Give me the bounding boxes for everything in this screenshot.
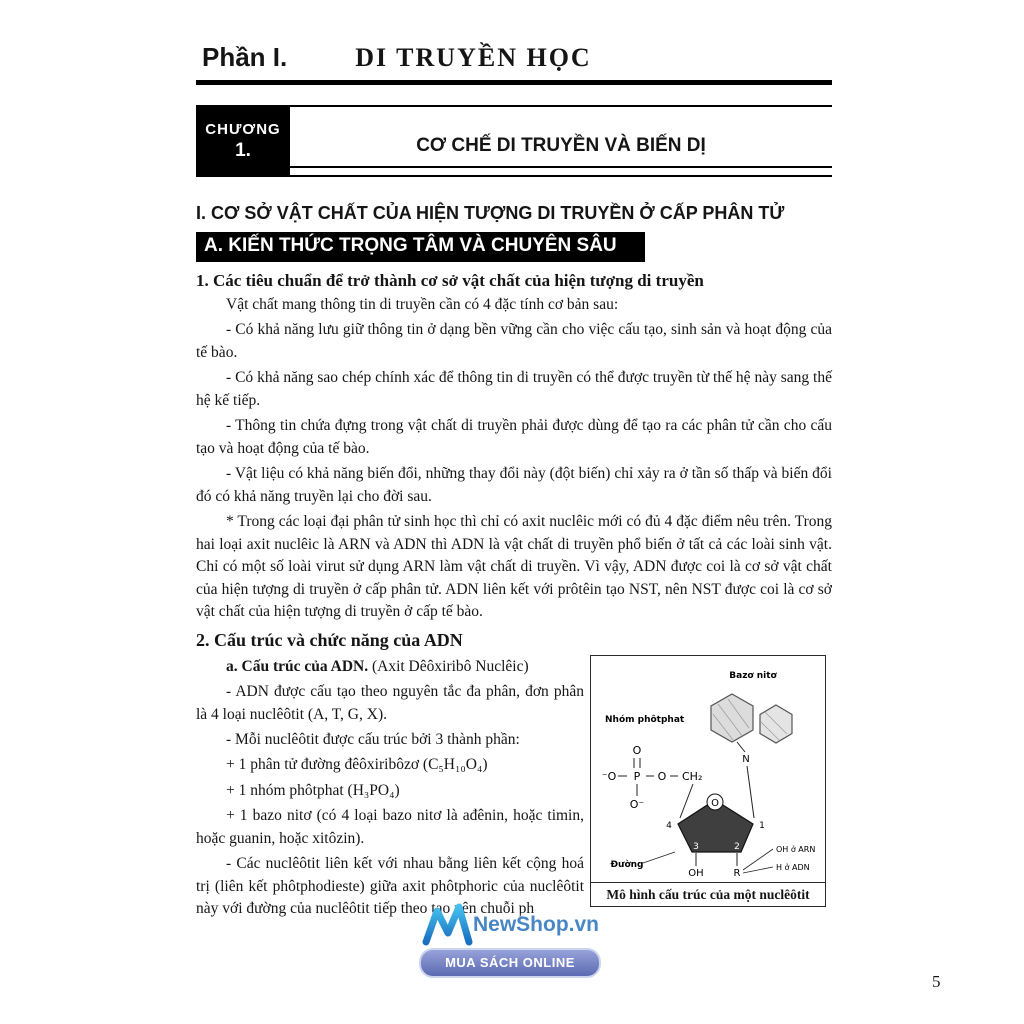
oxygen-mid: O bbox=[657, 769, 667, 783]
part-title: DI TRUYỀN HỌC bbox=[355, 43, 592, 72]
base-hexagon-large bbox=[711, 694, 753, 742]
paragraph: - Thông tin chứa đựng trong vật chất di truyền phải được dùng để tạo ra các phân tử cần cho cấu tạo và hoạt động của tế bào. bbox=[196, 417, 832, 457]
section-heading: I. CƠ SỞ VẬT CHẤT CỦA HIỆN TƯỢNG DI TRUYỀN Ở CẤP PHÂN TỬ bbox=[196, 203, 785, 223]
figure-canvas bbox=[591, 656, 825, 882]
sugar-oxygen: O bbox=[711, 797, 719, 809]
paragraph: - Có khả năng sao chép chính xác để thông tin di truyền có thể được truyền từ thế hệ này sang thế hệ kế tiếp. bbox=[196, 369, 832, 409]
paragraph: - ADN được cấu tạo theo nguyên tắc đa phân, đơn phân là 4 loại nuclêôtit (A, T, G, X). bbox=[196, 683, 584, 723]
nucleotide-figure bbox=[590, 655, 826, 907]
oxygen-left: ⁻O bbox=[601, 769, 617, 783]
r-group: R bbox=[733, 867, 741, 877]
nitrogen-atom: N bbox=[742, 753, 750, 765]
paragraph: - Các nuclêôtit liên kết với nhau bằng liên kết cộng hoá trị (liên kết phôtphodieste) giữa axit phôtphoric của nuclêôtit này với đường của nuclêôtit tiếp theo tạo nên chuỗi ph bbox=[196, 855, 584, 918]
chapter-number-box bbox=[196, 105, 290, 177]
watermark-row bbox=[398, 903, 622, 947]
chapter-word: CHƯƠNG bbox=[205, 120, 281, 138]
sub-a-rest: (Axit Dêôxiribô Nuclêic) bbox=[368, 657, 529, 675]
part-header bbox=[202, 42, 832, 73]
watermark-text: NewShop.vn bbox=[472, 913, 599, 936]
sugar-label: Đường bbox=[610, 859, 644, 870]
paragraph bbox=[196, 656, 584, 678]
figure-caption: Mô hình cấu trúc của một nuclêôtit bbox=[591, 882, 825, 908]
carbon-4: 4 bbox=[666, 820, 672, 831]
paragraph: - Vật liệu có khả năng biến đổi, những thay đổi này (đột biến) chỉ xảy ra ở tần số thấp và biến đổi đó có khả năng truyền lại cho đời sau. bbox=[196, 465, 832, 505]
oxygen-top: O bbox=[632, 743, 642, 757]
arn-annotation: OH ở ARN bbox=[776, 844, 816, 854]
paragraph: Vật chất mang thông tin di truyền cần có 4 đặc tính cơ bản sau: bbox=[226, 296, 619, 313]
knowledge-bar: A. KIẾN THỨC TRỌNG TÂM VÀ CHUYÊN SÂU bbox=[196, 232, 645, 262]
phosphate-label: Nhóm phôtphat bbox=[605, 714, 685, 725]
base-label: Bazơ nitơ bbox=[729, 670, 777, 681]
chapter-band bbox=[196, 105, 832, 177]
page-content bbox=[196, 42, 832, 924]
text-column bbox=[196, 653, 590, 924]
watermark bbox=[398, 903, 622, 978]
paragraph: + 1 nhóm phôtphat (H₃PO₄) bbox=[226, 781, 400, 799]
item-2-heading: 2. Cấu trúc và chức năng của ADN bbox=[196, 629, 463, 650]
two-column-block bbox=[196, 653, 832, 924]
buy-online-button[interactable]: MUA SÁCH ONLINE bbox=[419, 948, 601, 978]
carbon-3: 3 bbox=[693, 841, 699, 852]
paragraph: * Trong các loại đại phân tử sinh học thì chỉ có axit nuclêic mới có đủ 4 đặc điểm nêu trên. Trong hai loại axit nuclêic là ARN và ADN thì ADN là vật chất di truyền phổ biến ở tất cả các loài sinh vật. Chỉ có một số loài virut sử dụng ARN làm vật chất di truyền. Vì vậy, ADN được coi là cơ sở vật chất của hiện tượng di truyền ở cấp phân tử. ADN liên kết với prôtêin tạo NST, nên NST được coi là cơ sở vật chất của hiện tượng di truyền ở cấp tế bào. bbox=[196, 513, 832, 621]
chapter-title-box bbox=[290, 105, 832, 177]
oxygen-bottom: O⁻ bbox=[629, 797, 645, 811]
hydroxyl-group: OH bbox=[688, 867, 704, 877]
chapter-number: 1. bbox=[235, 139, 251, 161]
newshop-logo-icon bbox=[421, 903, 473, 947]
header-rule bbox=[196, 80, 832, 85]
sub-a-label: a. Cấu trúc của ADN. bbox=[226, 657, 369, 675]
phosphorus-atom: P bbox=[633, 769, 641, 783]
item-1-heading: 1. Các tiêu chuẩn để trở thành cơ sở vật chất của hiện tượng di truyền bbox=[196, 271, 704, 290]
carbon-1: 1 bbox=[759, 820, 765, 831]
chapter-title: CƠ CHẾ DI TRUYỀN VÀ BIẾN DỊ bbox=[290, 135, 832, 168]
figure-column bbox=[590, 653, 826, 924]
part-label: Phần I. bbox=[202, 42, 288, 72]
nucleotide-diagram bbox=[591, 656, 825, 877]
paragraph: - Mỗi nuclêôtit được cấu trúc bởi 3 thành phần: bbox=[226, 730, 520, 748]
ch2-group: CH₂ bbox=[682, 769, 703, 783]
paragraph: + 1 phân tử đường đêôxiribôzơ (C₅H₁₀O₄) bbox=[226, 756, 488, 774]
paragraph: - Có khả năng lưu giữ thông tin ở dạng bền vững cần cho việc cấu tạo, sinh sản và hoạt động của tế bào. bbox=[196, 321, 832, 361]
adn-annotation: H ở ADN bbox=[776, 862, 810, 872]
paragraph: + 1 bazo nitơ (có 4 loại bazo nitơ là ađênin, hoặc timin, hoặc guanin, hoặc xitôzin). bbox=[196, 807, 584, 847]
carbon-2: 2 bbox=[734, 841, 740, 852]
page-number: 5 bbox=[932, 972, 941, 991]
